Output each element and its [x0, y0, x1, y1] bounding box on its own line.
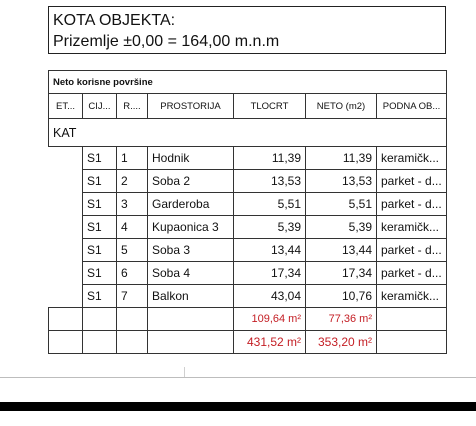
cell-r: 4	[117, 216, 148, 239]
cell-r: 2	[117, 170, 148, 193]
table-row[interactable]	[49, 285, 447, 308]
cell-et	[49, 285, 83, 308]
cell-cij: S1	[83, 239, 117, 262]
column-header-prostorija[interactable]: PROSTORIJA	[148, 94, 234, 119]
cell-floor: parket - d...	[377, 170, 447, 193]
cell-r: 5	[117, 239, 148, 262]
schedule-caption: Neto korisne površine	[49, 71, 447, 94]
cell-neto: 17,34	[306, 262, 377, 285]
area-schedule-table	[48, 70, 447, 354]
cell-r: 1	[117, 147, 148, 170]
cell-r: 3	[117, 193, 148, 216]
column-header-cij[interactable]: CIJ...	[83, 94, 117, 119]
cell-floor: parket - d...	[377, 262, 447, 285]
column-header-row	[49, 94, 447, 119]
cell-room: Soba 4	[148, 262, 234, 285]
cell-cij: S1	[83, 193, 117, 216]
subtotal-tlocrt: 109,64 m²	[234, 308, 306, 331]
cell-floor: parket - d...	[377, 239, 447, 262]
cell-et	[49, 216, 83, 239]
cell-room: Kupaonica 3	[148, 216, 234, 239]
table-row[interactable]	[49, 170, 447, 193]
cell-floor: parket - d...	[377, 193, 447, 216]
grand-total-row	[49, 331, 447, 354]
cell-neto: 13,44	[306, 239, 377, 262]
level-title-box	[48, 6, 446, 54]
cell-empty	[49, 308, 83, 331]
cell-cij: S1	[83, 147, 117, 170]
cell-neto: 13,53	[306, 170, 377, 193]
grand-total-tlocrt: 431,52 m²	[234, 331, 306, 354]
cell-floor: keramičk...	[377, 216, 447, 239]
cell-room: Soba 3	[148, 239, 234, 262]
column-header-et[interactable]: ET...	[49, 94, 83, 119]
cell-cij: S1	[83, 170, 117, 193]
column-header-podna-obloga[interactable]: PODNA OB...	[377, 94, 447, 119]
cell-empty	[117, 331, 148, 354]
cell-room: Soba 2	[148, 170, 234, 193]
sheet-tick-mark	[184, 367, 185, 377]
cell-neto: 5,39	[306, 216, 377, 239]
column-header-tlocrt[interactable]: TLOCRT	[234, 94, 306, 119]
cell-neto: 11,39	[306, 147, 377, 170]
cell-et	[49, 147, 83, 170]
cell-et	[49, 239, 83, 262]
column-header-neto[interactable]: NETO (m2)	[306, 94, 377, 119]
cell-tlocrt: 11,39	[234, 147, 306, 170]
grand-total-neto: 353,20 m²	[306, 331, 377, 354]
cell-r: 7	[117, 285, 148, 308]
sheet-border-line	[0, 377, 476, 378]
column-header-r[interactable]: R....	[117, 94, 148, 119]
cell-empty	[117, 308, 148, 331]
cell-neto: 10,76	[306, 285, 377, 308]
table-row[interactable]	[49, 147, 447, 170]
cell-empty	[83, 308, 117, 331]
cell-empty	[83, 331, 117, 354]
cell-floor: keramičk...	[377, 147, 447, 170]
cell-tlocrt: 13,53	[234, 170, 306, 193]
cell-empty	[148, 308, 234, 331]
level-elevation: Prizemlje ±0,00 = 164,00 m.n.m	[53, 33, 280, 50]
group-header-kat: KAT	[49, 119, 447, 147]
table-row[interactable]	[49, 239, 447, 262]
cell-empty	[377, 308, 447, 331]
cell-neto: 5,51	[306, 193, 377, 216]
cell-tlocrt: 43,04	[234, 285, 306, 308]
cell-tlocrt: 17,34	[234, 262, 306, 285]
cell-et	[49, 262, 83, 285]
cell-et	[49, 193, 83, 216]
table-row[interactable]	[49, 262, 447, 285]
cell-empty	[49, 331, 83, 354]
cell-cij: S1	[83, 285, 117, 308]
sheet-frame-bar	[0, 402, 476, 411]
cell-room: Balkon	[148, 285, 234, 308]
cell-empty	[148, 331, 234, 354]
cell-r: 6	[117, 262, 148, 285]
cell-room: Garderoba	[148, 193, 234, 216]
cell-floor: keramičk...	[377, 285, 447, 308]
table-row[interactable]	[49, 216, 447, 239]
subtotal-neto: 77,36 m²	[306, 308, 377, 331]
cell-tlocrt: 5,39	[234, 216, 306, 239]
cell-tlocrt: 13,44	[234, 239, 306, 262]
level-title: KOTA OBJEKTA:	[53, 12, 176, 29]
subtotal-row	[49, 308, 447, 331]
cell-tlocrt: 5,51	[234, 193, 306, 216]
cell-empty	[377, 331, 447, 354]
cell-room: Hodnik	[148, 147, 234, 170]
cell-cij: S1	[83, 262, 117, 285]
cell-cij: S1	[83, 216, 117, 239]
cell-et	[49, 170, 83, 193]
table-row[interactable]	[49, 193, 447, 216]
